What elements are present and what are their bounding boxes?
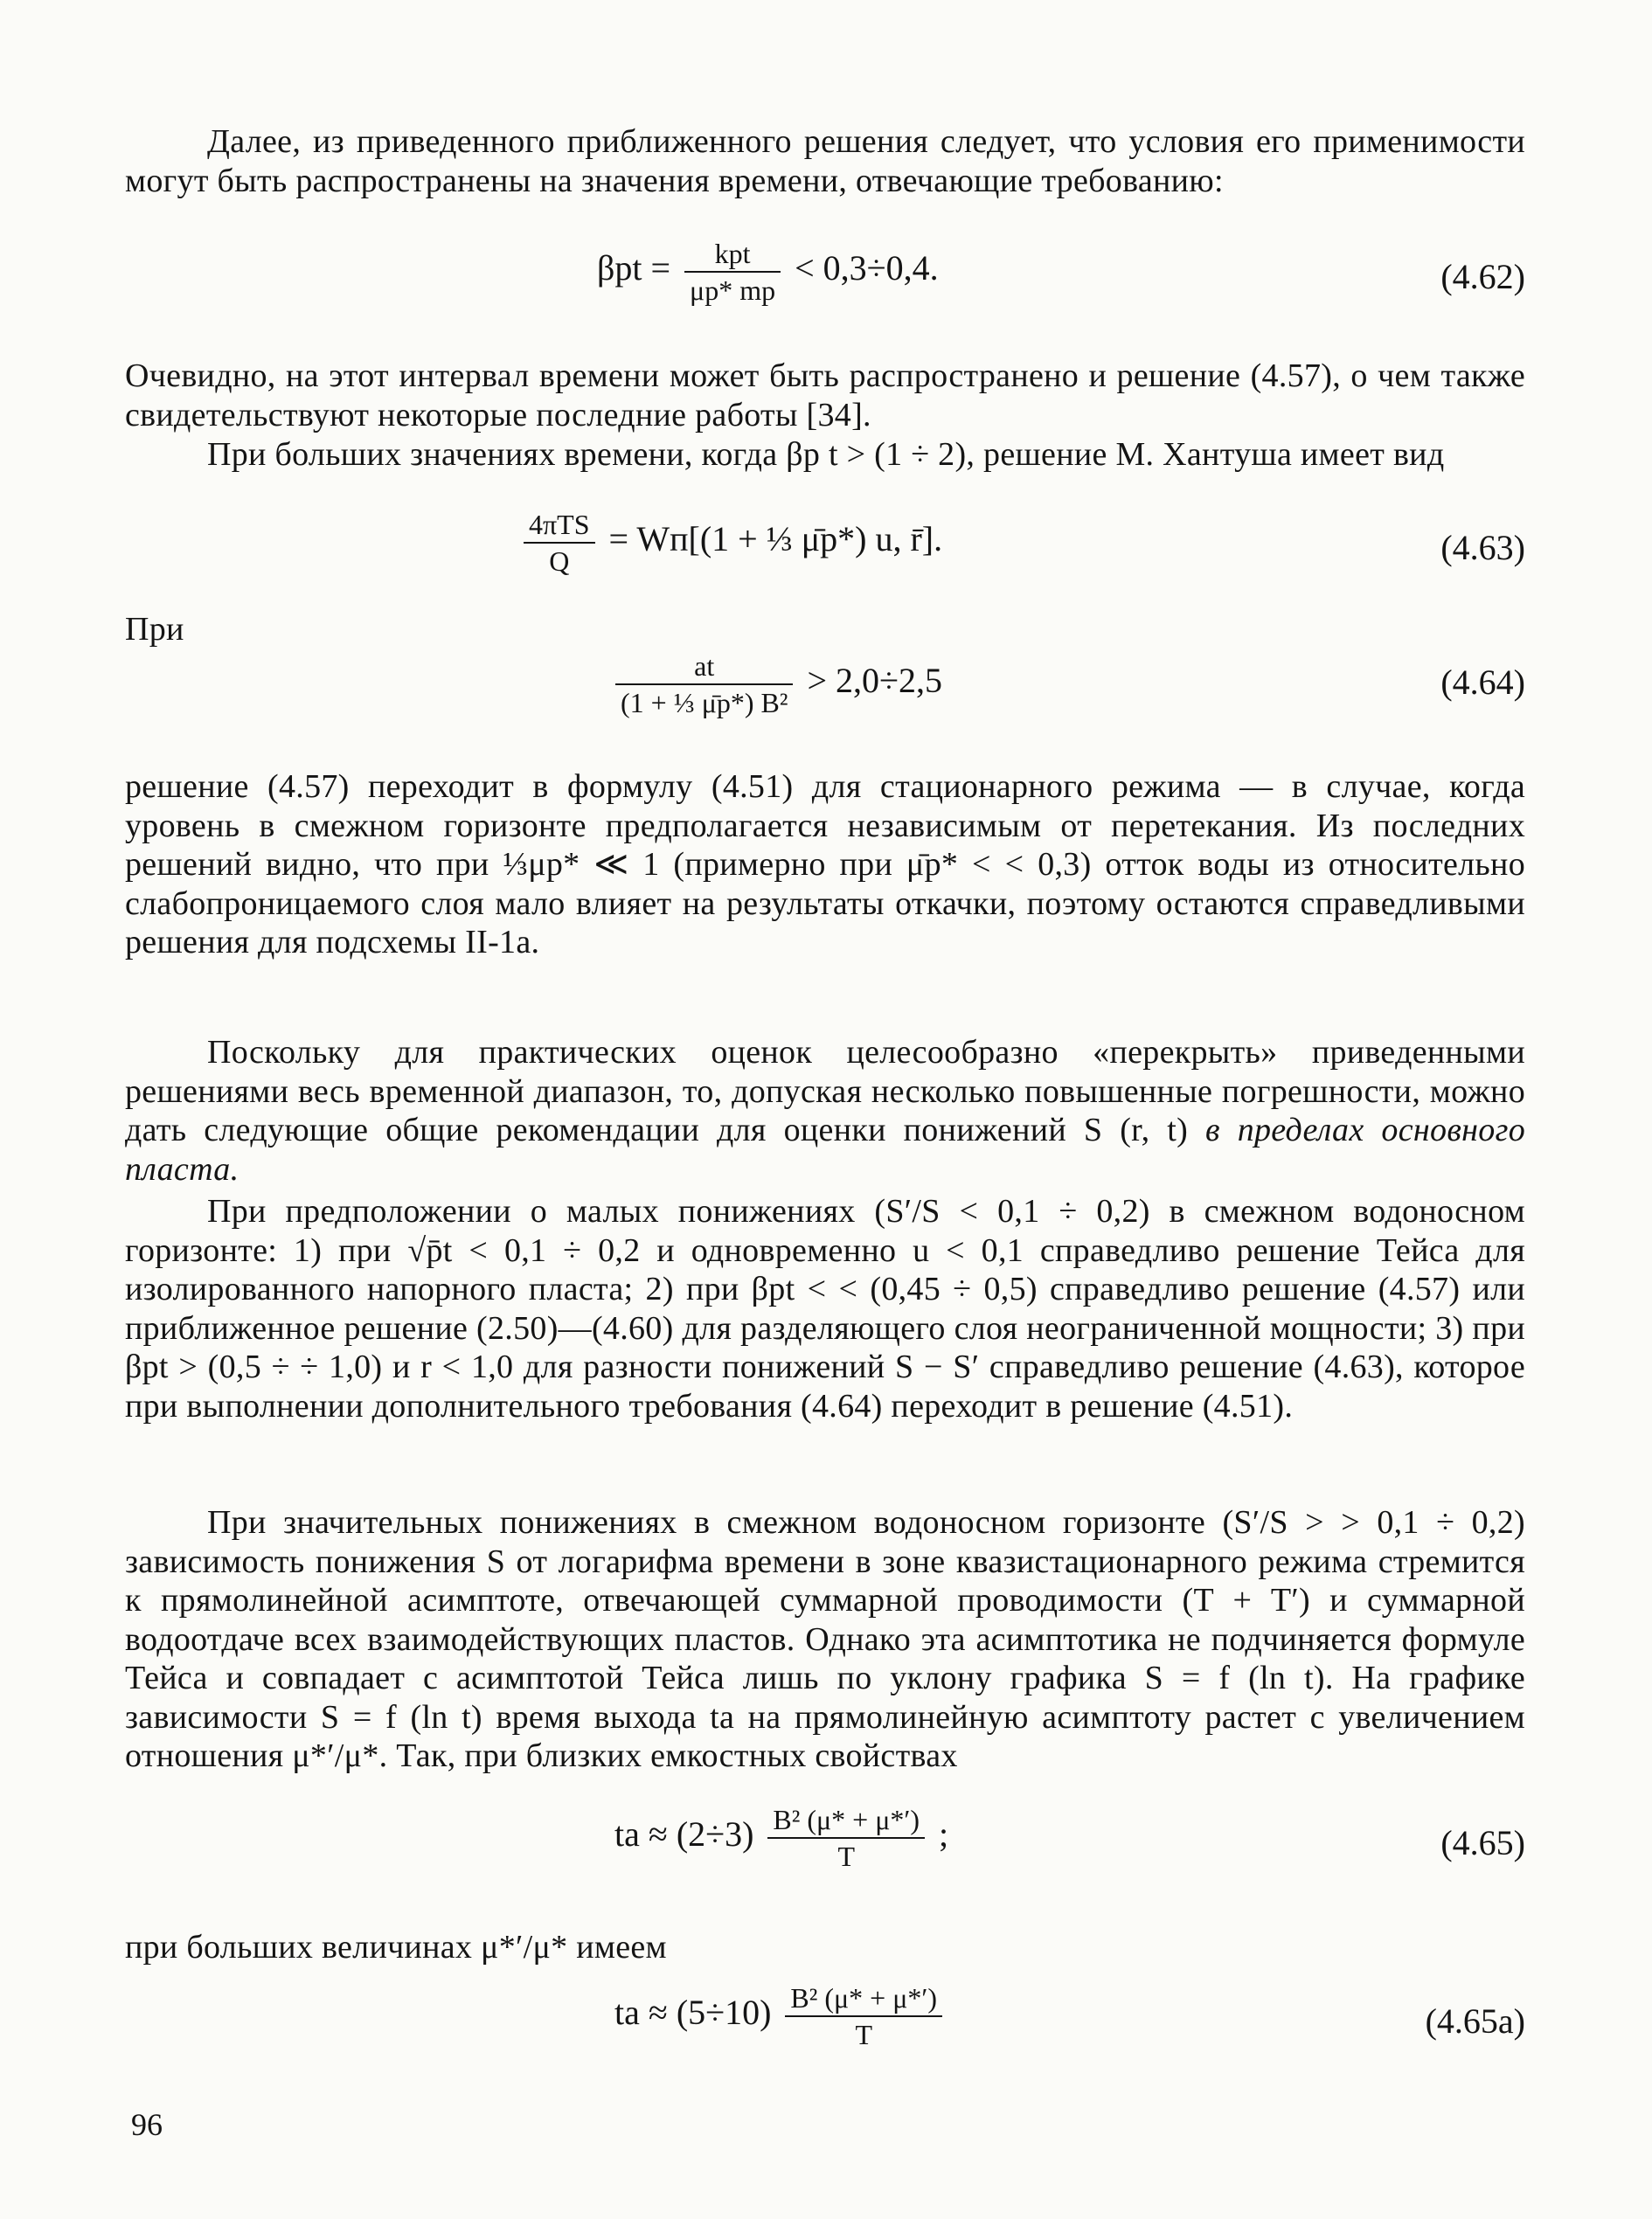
formula-lhs: ta ≈ (2÷3) <box>614 1814 754 1855</box>
paragraph-italic-text: в пределах основного пласта. <box>125 1112 1525 1188</box>
formula-4-62 <box>125 236 1525 323</box>
formula-rhs: = Wп[(1 + ⅓ μ̄p*) u, r̄]. <box>608 519 943 559</box>
formula-4-64 <box>125 648 1525 745</box>
equation-number: (4.65) <box>1440 1823 1525 1862</box>
fraction-denominator: (1 + ⅓ μ̄p*) B² <box>615 683 793 720</box>
formula-fraction <box>785 1980 942 2052</box>
formula-rhs: > 2,0÷2,5 <box>807 661 942 701</box>
equation-number: (4.65а) <box>1425 2001 1525 2041</box>
formula-tail: ; <box>939 1814 949 1855</box>
fraction-numerator: B² (μ* + μ*′) <box>790 1982 938 2014</box>
formula-fraction <box>615 648 793 720</box>
equation-number: (4.64) <box>1440 662 1525 702</box>
formula-fraction <box>524 507 595 579</box>
fraction-numerator: B² (μ* + μ*′) <box>773 1804 920 1835</box>
fraction-denominator: Q <box>524 542 595 579</box>
fraction-denominator: T <box>767 1837 925 1874</box>
fraction-denominator: μp* mp <box>684 271 781 308</box>
fraction-numerator: kpt <box>714 238 751 269</box>
formula-rhs: < 0,3÷0,4. <box>795 248 939 288</box>
formula-lhs: βpt = <box>597 248 671 288</box>
formula-lhs: ta ≈ (5÷10) <box>614 1993 772 2033</box>
equation-number: (4.63) <box>1440 528 1525 567</box>
equation-number: (4.62) <box>1440 257 1525 296</box>
paragraph-large-times: При больших значениях времени, когда βp t > (1 ÷ 2), решение М. Хантуша имеет вид <box>207 436 1445 473</box>
formula-4-63 <box>125 507 1525 594</box>
paragraph-interval: Очевидно, на этот интервал времени может быть распространено и решение (4.57), о чем также свидетельствуют некоторые последние работы [34]. <box>125 357 1525 433</box>
formula-4-65 <box>125 1802 1525 1890</box>
paragraph-text: Поскольку для практических оценок целесообразно «перекрыть» приведенными решениями весь временной диапазон, то, допуская несколько повышенные погрешности, можно дать следующие общие рекомендации для оценки понижений S (r, t) <box>125 1034 1525 1148</box>
formula-fraction <box>684 236 781 308</box>
paragraph-large-drawdowns: При значительных понижениях в смежном водоносном горизонте (S′/S > > 0,1 ÷ 0,2) зависимость понижения S от логарифма времени в зоне квазистационарного режима стремится к прямолинейной асимптоте, отвечающей суммарной проводимости (T + T′) и суммарной водоотдаче всех взаимодействующих пластов. Однако эта асимптотика не подчиняется формуле Тейса и совпадает с асимптотой Тейса лишь по уклону графика S = f (ln t). На графике зависимости S = f (ln t) время выхода ta на прямолинейную асимптоту растет с увеличением отношения μ*′/μ*. Так, при близких емкостных свойствах <box>125 1504 1525 1774</box>
paragraph-when: При <box>125 611 184 648</box>
fraction-denominator: T <box>785 2015 942 2052</box>
paragraph-small-drawdowns: При предположении о малых понижениях (S′/S < 0,1 ÷ 0,2) в смежном водоносном горизонте: 1) при √p̄t < 0,1 ÷ 0,2 и одновременно u < 0,1 справедливо решение Тейса для изолированного напорного пласта; 2) при βpt < < (0,45 ÷ 0,5) справедливо решение (4.57) или приближенное решение (2.50)—(4.60) для разделяющего слоя неограниченной мощности; 3) при βpt > (0,5 ÷ ÷ 1,0) и r < 1,0 для разности понижений S − S′ справедливо решение (4.63), которое при выполнении дополнительного требования (4.64) переходит в решение (4.51). <box>125 1193 1525 1425</box>
paragraph-applicability: Далее, из приведенного приближенного решения следует, что условия его применимости могут быть распространены на значения времени, отвечающие требованию: <box>125 123 1525 199</box>
paragraph-recommendations <box>125 1033 1525 1189</box>
formula-fraction <box>767 1802 925 1874</box>
paragraph-large-ratios: при больших величинах μ*′/μ* имеем <box>125 1929 667 1966</box>
formula-4-65a <box>125 1980 1525 2068</box>
paragraph-stationary-transition: решение (4.57) переходит в формулу (4.51) для стационарного режима — в случае, когда уровень в смежном горизонте предполагается независимым от перетекания. Из последних решений видно, что при ⅓μp* ≪ 1 (примерно при μ̄p* < < 0,3) отток воды из относительно слабопроницаемого слоя мало влияет на результаты откачки, поэтому остаются справедливыми решения для подсхемы II-1а. <box>125 768 1525 960</box>
page-number: 96 <box>131 2107 163 2142</box>
fraction-numerator: 4πTS <box>529 509 590 540</box>
fraction-numerator: at <box>694 650 715 682</box>
